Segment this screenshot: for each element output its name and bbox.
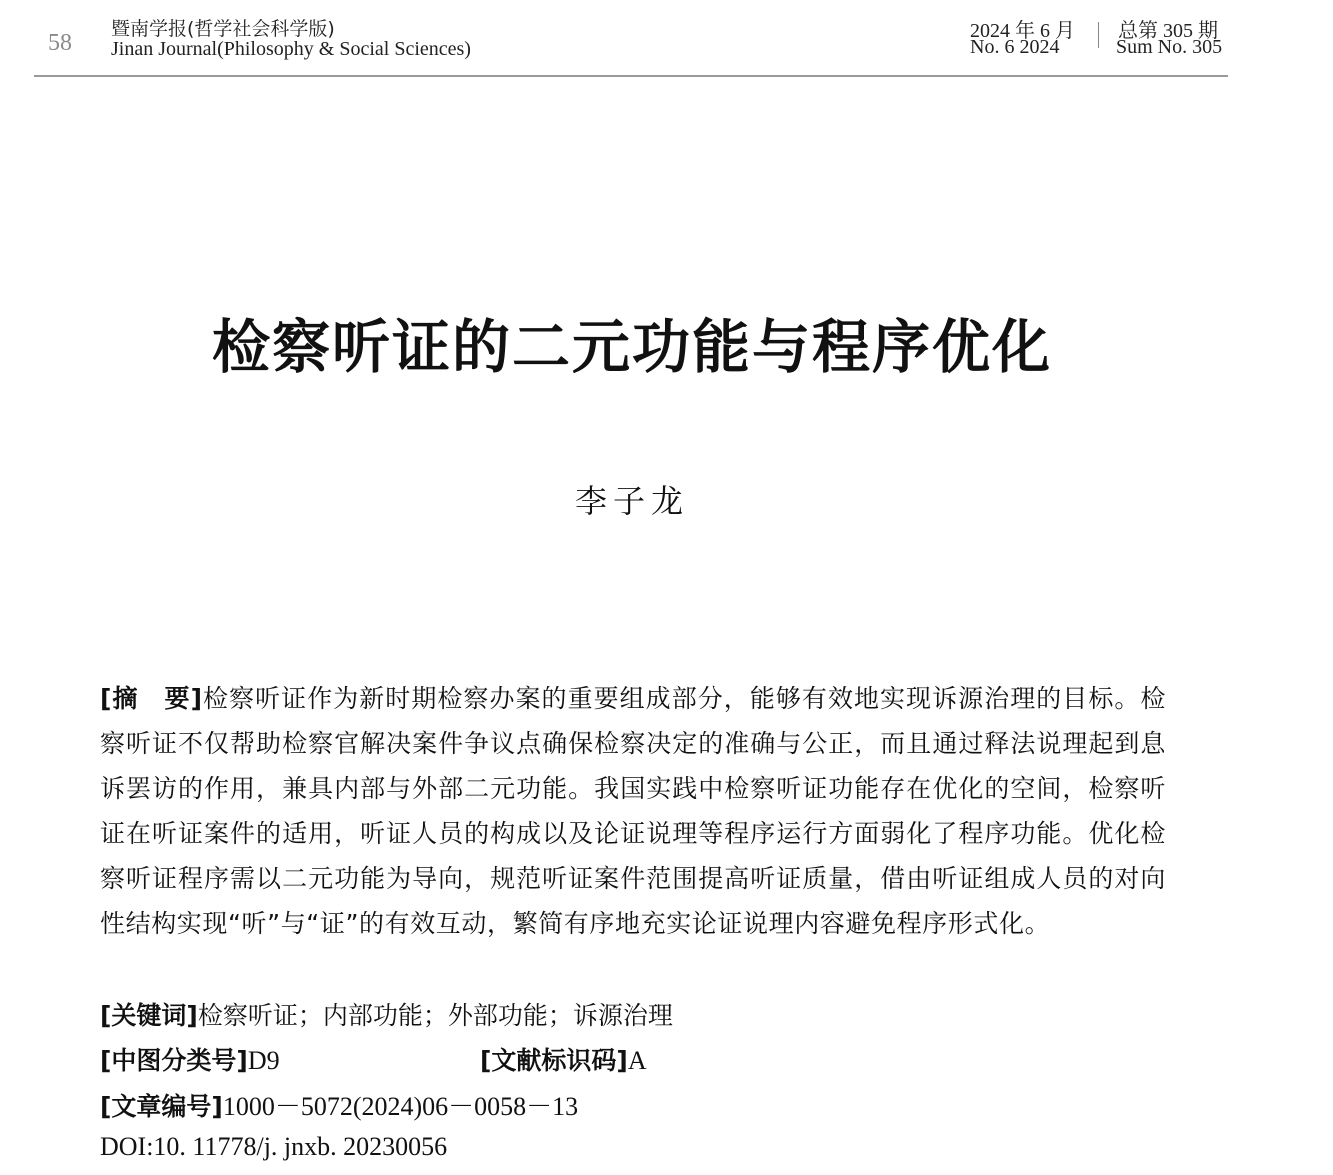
sum-issue-cn: 总第 305 期	[1118, 20, 1218, 42]
clc-label: [中图分类号]	[100, 1046, 248, 1075]
clc-value: D9	[247, 1046, 280, 1075]
document-code-value: A	[627, 1046, 647, 1075]
abstract-label: [摘 要]	[100, 684, 203, 713]
document-code	[480, 1041, 647, 1077]
issue-date-cn: 2024 年 6 月	[970, 20, 1075, 42]
abstract	[100, 676, 1166, 946]
article-number	[100, 1086, 578, 1123]
article-number-label: [文章编号]	[100, 1092, 223, 1121]
issue-date-en: No. 6 2024	[970, 36, 1060, 58]
page-number: 58	[48, 30, 72, 56]
header-separator	[1098, 22, 1099, 48]
doi: DOI:10. 11778/j. jnxb. 20230056	[100, 1132, 448, 1161]
keywords	[100, 996, 673, 1032]
page-header	[0, 0, 1333, 80]
keywords-label: [关键词]	[100, 1001, 198, 1030]
journal-name-cn: 暨南学报(哲学社会科学版)	[111, 18, 335, 40]
journal-name-en: Jinan Journal(Philosophy & Social Sciences)	[111, 38, 471, 60]
header-rule	[34, 75, 1228, 77]
abstract-text: 检察听证作为新时期检察办案的重要组成部分，能够有效地实现诉源治理的目标。检察听证不仅帮助检察官解决案件争议点确保检察决定的准确与公正，而且通过释法说理起到息诉罢访的作用，兼具内部与外部二元功能。我国实践中检察听证功能存在优化的空间，检察听证在听证案件的适用，听证人员的构成以及论证说理等程序运行方面弱化了程序功能。优化检察听证程序需以二元功能为导向，规范听证案件范围提高听证质量，借由听证组成人员的对向性结构实现“听”与“证”的有效互动，繁简有序地充实论证说理内容避免程序形式化。	[100, 684, 1166, 938]
sum-issue-en: Sum No. 305	[1116, 36, 1223, 58]
article-author: 李子龙	[574, 482, 689, 520]
article-title: 检察听证的二元功能与程序优化	[211, 313, 1052, 381]
clc-number	[100, 1041, 280, 1077]
keywords-text: 检察听证；内部功能；外部功能；诉源治理	[197, 1001, 673, 1030]
article-number-value: 1000－5072(2024)06－0058－13	[222, 1092, 579, 1121]
document-code-label: [文献标识码]	[480, 1046, 628, 1075]
